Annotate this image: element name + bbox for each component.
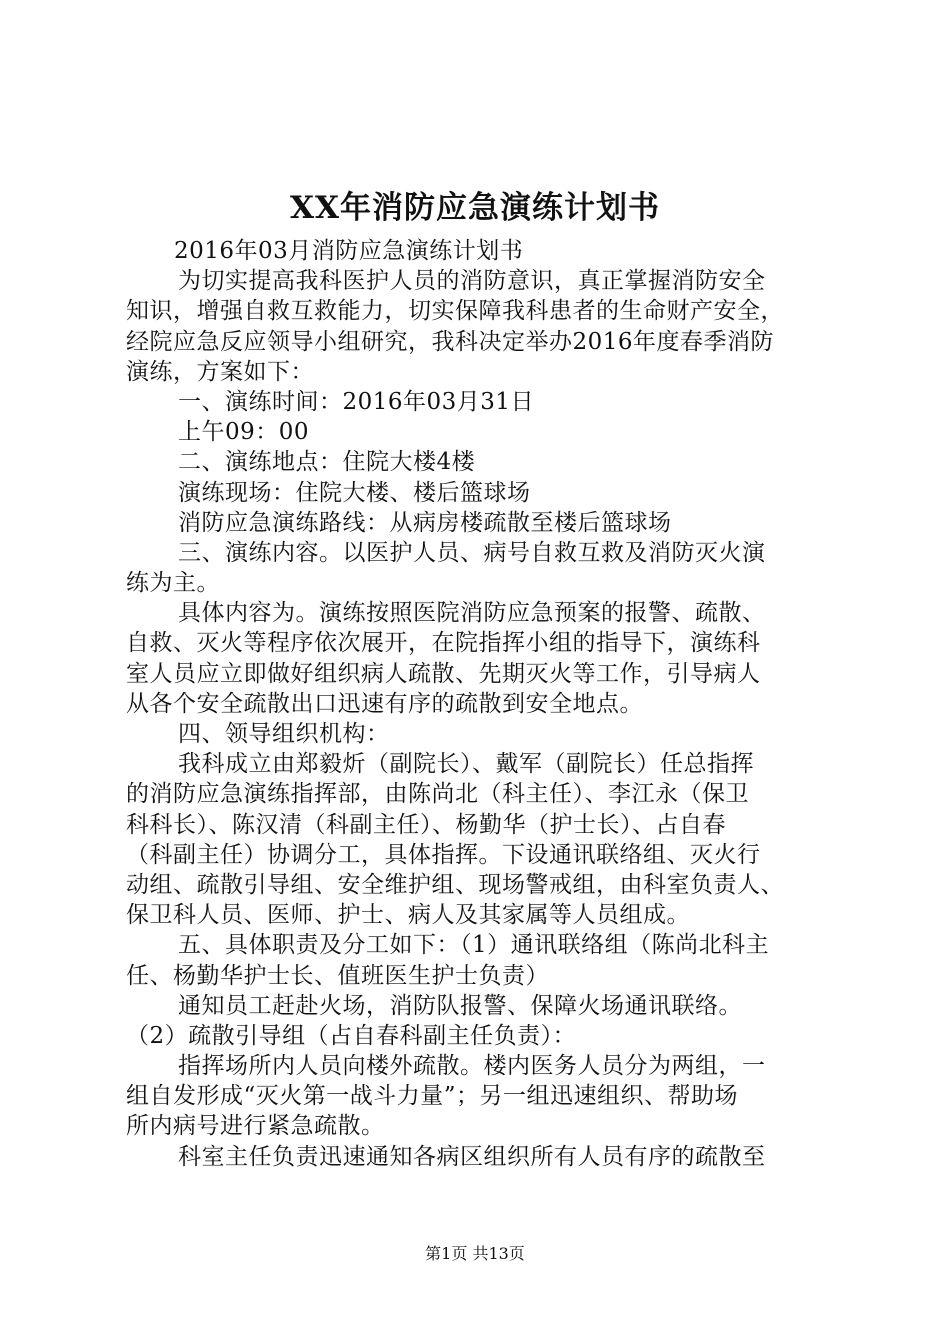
text-line: 一、演练时间：2016年03月31日: [178, 388, 535, 415]
text-line: 知识，增强自救互救能力，切实保障我科患者的生命财产安全，: [126, 298, 784, 325]
text-line: 室人员应立即做好组织病人疏散、先期灭火等工作，引导病人: [126, 660, 761, 687]
text-line: 从各个安全疏散出口迅速有序的疏散到安全地点。: [126, 690, 643, 717]
text-line: 具体内容为。演练按照医院消防应急预案的报警、疏散、: [178, 600, 766, 627]
text-line: 四、领导组织机构：: [178, 721, 390, 747]
text-line: 为切实提高我科医护人员的消防意识，真正掌握消防安全: [178, 268, 766, 295]
text-line: 二、演练地点：住院大楼4楼: [178, 449, 476, 476]
text-line: 2016年03月消防应急演练计划书: [174, 238, 524, 264]
text-line: 科室主任负责迅速通知各病区组织所有人员有序的疏散至: [178, 1143, 766, 1170]
text-line: 消防应急演练路线：从病房楼疏散至楼后篮球场: [178, 509, 672, 536]
text-line: 练为主。: [126, 570, 220, 597]
text-line: 的消防应急演练指挥部，由陈尚北（科主任）、李江永（保卫: [126, 781, 749, 808]
text-line: 科科长）、陈汉清（科副主任）、杨勤华（护士长）、占自春: [126, 811, 726, 838]
text-line: 我科成立由郑毅炘（副院长）、戴军（副院长）任总指挥: [178, 751, 754, 778]
text-line: 任、杨勤华护士长、值班医生护士负责）: [126, 962, 549, 989]
text-line: 上午09：00: [178, 419, 310, 446]
text-line: 所内病号进行紧急疏散。: [126, 1113, 385, 1140]
text-line: 演练，方案如下：: [126, 358, 314, 385]
text-line: 组自发形成“灭火第一战斗力量”；另一组迅速组织、帮助场: [126, 1083, 739, 1110]
document-body: [126, 236, 846, 1172]
text-line: 五、具体职责及分工如下：（1）通讯联络组（陈尚北科主: [178, 932, 770, 959]
text-line: 演练现场：住院大楼、楼后篮球场: [178, 479, 531, 506]
text-line: 保卫科人员、医师、护士、病人及其家属等人员组成。: [126, 902, 690, 929]
text-line: 动组、疏散引导组、安全维护组、现场警戒组，由科室负责人、: [126, 871, 784, 898]
text-line: （2）疏散引导组（占自春科副主任负责）：: [126, 1022, 577, 1049]
text-line: 通知员工赶赴火场，消防队报警、保障火场通讯联络。: [178, 992, 742, 1019]
document-title: XX年消防应急演练计划书: [289, 190, 661, 226]
text-line: 经院应急反应领导小组研究，我科决定举办2016年度春季消防: [126, 328, 775, 355]
page-number-footer: 第1页 共13页: [425, 1244, 525, 1263]
text-line: 三、演练内容。以医护人员、病号自救互救及消防灭火演: [178, 539, 766, 566]
text-line: 指挥场所内人员向楼外疏散。楼内医务人员分为两组，一: [178, 1053, 766, 1080]
text-line: （科副主任）协调分工，具体指挥。下设通讯联络组、灭火行: [126, 841, 761, 868]
text-line: 自救、灭火等程序依次展开，在院指挥小组的指导下，演练科: [126, 630, 761, 657]
